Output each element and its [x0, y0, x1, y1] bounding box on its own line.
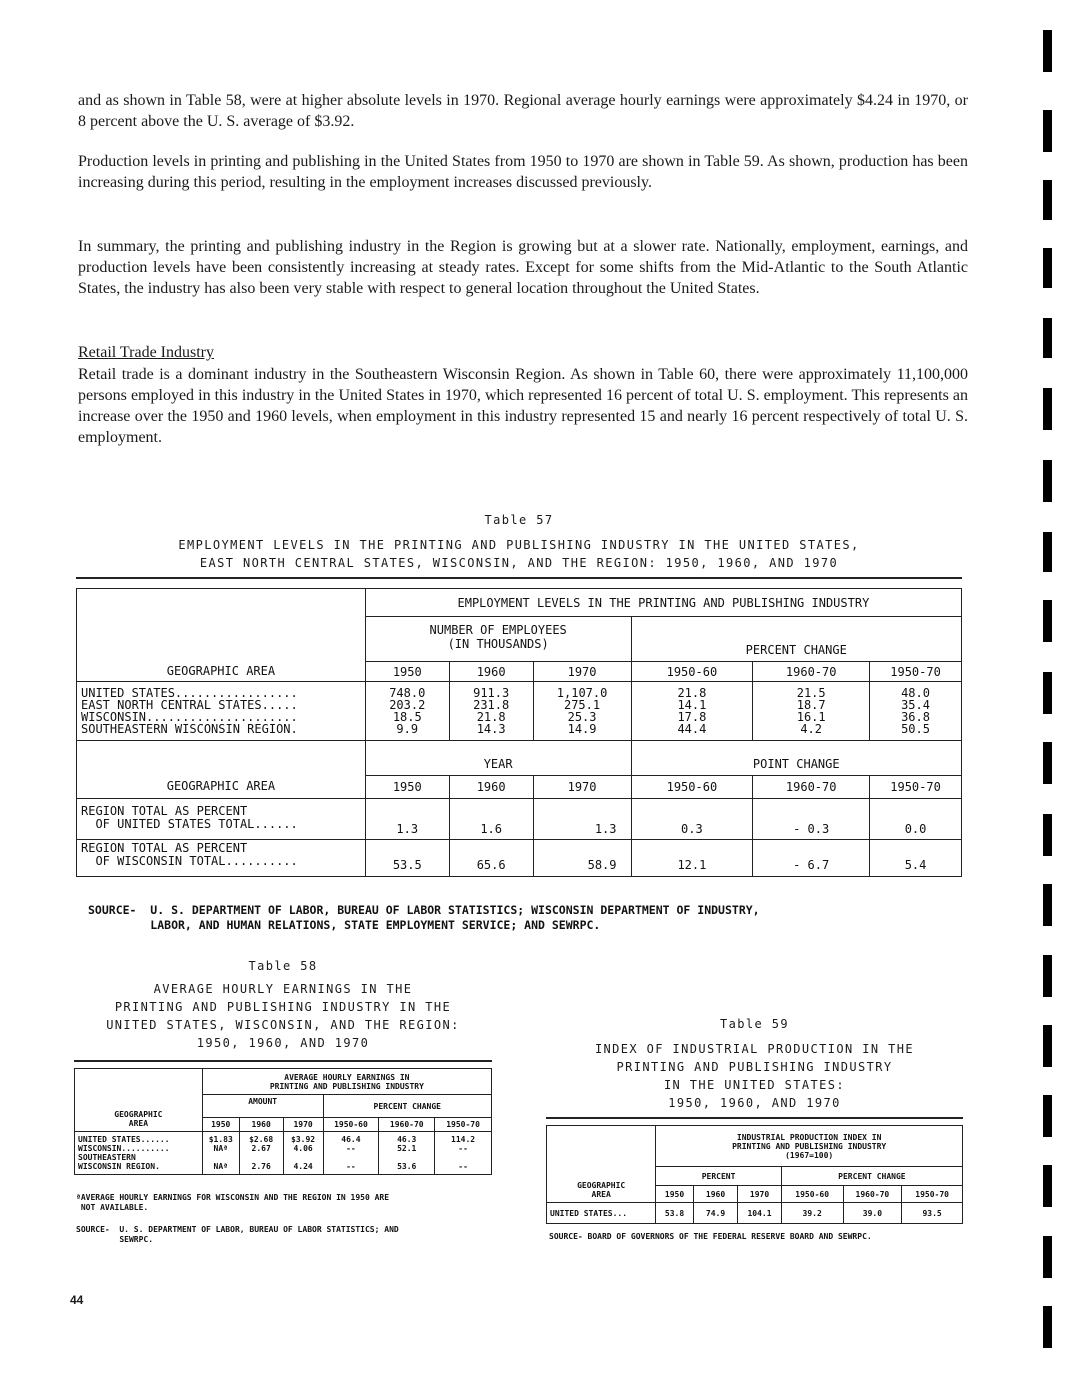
table-cell: 44.4	[677, 722, 707, 736]
scan-mark	[1043, 814, 1052, 856]
table57-year-header: YEAR	[365, 741, 631, 776]
paragraph-production: Production levels in printing and publishing in the United States from 1950 to 1970 are shown in Table 59. As shown, production has been increasing during this period, resulting in the employment increases discussed previously.	[78, 153, 968, 191]
table-cell: 53.6	[397, 1162, 417, 1171]
table-cell: - 0.3	[753, 799, 870, 840]
page-number: 44	[70, 1293, 84, 1307]
table-cell: REGION TOTAL AS PERCENT	[81, 804, 248, 818]
table58-label: Table 58	[248, 959, 318, 973]
table58-col-1960: 1960	[239, 1118, 283, 1132]
scan-mark	[1043, 672, 1052, 714]
table-cell: 21.8	[677, 686, 707, 700]
table-cell: 203.2	[389, 698, 426, 712]
table-cell: OF UNITED STATES TOTAL......	[81, 817, 298, 831]
table59-geo-header	[547, 1126, 656, 1203]
table58-main-header	[202, 1069, 491, 1095]
table58-title-line2: PRINTING AND PUBLISHING INDUSTRY IN THE	[114, 1000, 452, 1014]
scan-mark	[1043, 460, 1052, 502]
table57-values-1960-70	[753, 682, 870, 741]
table59-main-header	[656, 1126, 963, 1167]
scan-mark	[1043, 180, 1052, 220]
table-cell: 4.06	[293, 1144, 313, 1153]
table-spacer	[206, 1153, 236, 1162]
table58-footnote	[76, 1193, 389, 1213]
table-cell: 65.6	[449, 840, 533, 877]
table-cell: 93.5	[902, 1203, 963, 1224]
table-cell: 18.7	[796, 698, 826, 712]
table57-col-1950: 1950	[365, 776, 449, 799]
table-cell: 0.3	[631, 799, 753, 840]
table59-top-rule	[546, 1117, 963, 1119]
paragraph-retail-trade: Retail trade is a dominant industry in the Southeastern Wisconsin Region. As shown in Table 60, there were approximately 11,100,000 persons employed in this industry in the United States in 1970, which represented 16 percent of total U. S. employment. This represents an increase over the 1950 and 1960 levels, when employment in this industry represented 15 and nearly 16 percent respectively of total U. S. employment.	[78, 366, 968, 446]
table-cell: 5.4	[870, 840, 962, 877]
table57-main-header: EMPLOYMENT LEVELS IN THE PRINTING AND PUBLISHING INDUSTRY	[365, 589, 961, 617]
table-cell: 52.1	[397, 1144, 417, 1153]
table57-col-1970: 1970	[533, 776, 631, 799]
table-cell: - 6.7	[753, 840, 870, 877]
table-cell: 275.1	[563, 698, 601, 712]
scan-mark	[1043, 1095, 1052, 1137]
table-cell: GEOGRAPHIC	[577, 1181, 626, 1190]
table-row	[547, 1203, 963, 1224]
table57-col-1950-70: 1950-70	[870, 662, 962, 682]
table59-col-1950-60: 1950-60	[781, 1186, 843, 1203]
table-cell: 46.3	[397, 1135, 417, 1144]
table-cell: 39.0	[843, 1203, 902, 1224]
table-cell: INDUSTRIAL PRODUCTION INDEX IN	[736, 1132, 882, 1142]
scan-mark	[1043, 742, 1052, 784]
table-spacer	[327, 1153, 376, 1162]
table-row	[77, 840, 962, 877]
table58-values-1950	[202, 1132, 239, 1175]
table-cell: 58.9	[533, 840, 631, 877]
table58	[74, 1068, 492, 1175]
table-cell: 0.0	[870, 799, 962, 840]
table-cell: 18.5	[392, 710, 422, 724]
table59-area: UNITED STATES...	[547, 1203, 656, 1224]
table-cell: 16.1	[796, 710, 826, 724]
table-cell: 12.1	[631, 840, 753, 877]
table-cell: 1.3	[533, 799, 631, 840]
table57-geo-header-2: GEOGRAPHIC AREA	[77, 741, 366, 799]
table57-percent-header: PERCENT CHANGE	[631, 617, 962, 662]
table-cell: 35.4	[901, 698, 930, 712]
table57-values-1960	[449, 682, 533, 741]
table-spacer	[287, 1153, 320, 1162]
table57-col-1960-70: 1960-70	[753, 776, 870, 799]
table-cell: PRINTING AND PUBLISHING INDUSTRY	[269, 1081, 424, 1091]
table-cell: PRINTING AND PUBLISHING INDUSTRY	[732, 1141, 887, 1151]
table58-top-rule	[74, 1060, 492, 1062]
table-cell: 17.8	[677, 710, 707, 724]
scan-mark	[1043, 1306, 1052, 1348]
table-cell: 25.3	[567, 710, 597, 724]
table-cell: EAST NORTH CENTRAL STATES.....	[81, 698, 298, 712]
scan-mark	[1043, 1236, 1052, 1278]
table57-region-row1-label	[77, 799, 366, 840]
table59-title-line3: IN THE UNITED STATES:	[663, 1078, 846, 1092]
table58-title-line1: AVERAGE HOURLY EARNINGS IN THE	[153, 982, 413, 996]
table59-col-1970: 1970	[738, 1186, 782, 1203]
table57-geo-header: GEOGRAPHIC AREA	[77, 589, 366, 682]
table-cell: 53.8	[656, 1203, 693, 1224]
table-cell: UNITED STATES.................	[81, 686, 298, 700]
scan-mark	[1043, 248, 1052, 288]
table-cell: 21.8	[476, 710, 506, 724]
table57-title-line2: EAST NORTH CENTRAL STATES, WISCONSIN, AND THE REGION: 1950, 1960, AND 1970	[199, 556, 839, 570]
table57-source-line2: LABOR, AND HUMAN RELATIONS, STATE EMPLOYMENT SERVICE; AND SEWRPC.	[88, 918, 601, 932]
table58-col-1970: 1970	[283, 1118, 323, 1132]
table-cell: 1.3	[365, 799, 449, 840]
table-cell: 21.5	[796, 686, 826, 700]
table59-title-line4: 1950, 1960, AND 1970	[668, 1096, 841, 1110]
table57-number-header-line2: (IN THOUSANDS)	[447, 637, 549, 651]
table57	[76, 588, 962, 877]
table-cell: --	[346, 1144, 356, 1153]
table-cell: 36.8	[901, 710, 930, 724]
scan-mark	[1043, 388, 1052, 430]
table-cell: UNITED STATES......	[78, 1135, 170, 1144]
scan-mark	[1043, 600, 1052, 642]
table-spacer	[382, 1153, 431, 1162]
table59-label: Table 59	[720, 1017, 789, 1031]
table-cell: --	[458, 1144, 468, 1153]
table-cell: GEOGRAPHIC	[114, 1110, 163, 1119]
table57-source-line1: SOURCE- U. S. DEPARTMENT OF LABOR, BUREAU OF LABOR STATISTICS; WISCONSIN DEPARTMENT OF INDUSTRY,	[88, 903, 760, 917]
table-cell: SOUTHEASTERN	[78, 1153, 136, 1162]
paragraph-summary: In summary, the printing and publishing industry in the Region is growing but at a slower rate. Nationally, employment, earnings, and production levels have been consistently increasing at steady rates. Except for some shifts from the Mid-Atlantic to the South Atlantic States, the industry has also been very stable with respect to general location throughout the United States.	[78, 238, 968, 297]
scan-mark	[1043, 1025, 1052, 1067]
table57-top-rule	[76, 577, 962, 579]
table58-data-block	[75, 1132, 492, 1175]
scan-mark	[1043, 110, 1052, 152]
table-cell: WISCONSIN..........	[78, 1144, 170, 1153]
table57-col-1960: 1960	[449, 662, 533, 682]
table57-col-1950-70: 1950-70	[870, 776, 962, 799]
table-cell: (1967=100)	[785, 1150, 834, 1160]
table57-source	[88, 903, 760, 933]
table57-label: Table 57	[484, 513, 554, 527]
table57-col-1960: 1960	[449, 776, 533, 799]
table-cell: AREA	[128, 1119, 149, 1128]
table59-col-1950: 1950	[656, 1186, 693, 1203]
table-cell: 46.4	[341, 1135, 361, 1144]
table58-geo-header	[75, 1069, 203, 1132]
table57-number-header-line1: NUMBER OF EMPLOYEES	[429, 623, 567, 637]
table-cell: 53.5	[365, 840, 449, 877]
table58-footnote-line1: ªAVERAGE HOURLY EARNINGS FOR WISCONSIN AND THE REGION IN 1950 ARE	[76, 1193, 390, 1202]
table58-title-line4: 1950, 1960, AND 1970	[196, 1036, 370, 1050]
table-cell: NAª	[213, 1162, 228, 1171]
table58-amount-header: AMOUNT	[202, 1095, 323, 1118]
table58-col-1950-60: 1950-60	[323, 1118, 379, 1132]
table57-number-header	[365, 617, 631, 662]
table58-header-row	[75, 1069, 492, 1095]
table58-percent-header: PERCENT CHANGE	[323, 1095, 491, 1118]
table57-header-row	[77, 589, 962, 617]
scan-mark	[1043, 532, 1052, 572]
table57-area-names	[77, 682, 366, 741]
table-cell: 114.2	[451, 1135, 476, 1144]
table59	[546, 1125, 963, 1224]
table-row	[77, 799, 962, 840]
table57-header-row	[77, 741, 962, 776]
table-cell: WISCONSIN.....................	[81, 710, 298, 724]
table58-values-1970	[283, 1132, 323, 1175]
table-cell: 14.3	[476, 722, 506, 736]
table-cell: 48.0	[901, 686, 930, 700]
table59-percent-header: PERCENT	[656, 1167, 781, 1186]
table-cell: 2.67	[251, 1144, 271, 1153]
table-cell: 1,107.0	[556, 686, 608, 700]
table-cell: 748.0	[389, 686, 426, 700]
table59-col-1960: 1960	[693, 1186, 738, 1203]
table-cell: AVERAGE HOURLY EARNINGS IN	[284, 1072, 410, 1082]
table58-col-1960-70: 1960-70	[379, 1118, 435, 1132]
table57-col-1950: 1950	[365, 662, 449, 682]
table-spacer	[438, 1153, 488, 1162]
table-cell: --	[346, 1162, 356, 1171]
table-cell: 4.24	[293, 1162, 313, 1171]
table59-col-1960-70: 1960-70	[843, 1186, 902, 1203]
scan-mark	[1043, 318, 1052, 358]
table-cell: 14.1	[677, 698, 707, 712]
table-cell: 50.5	[901, 722, 930, 736]
table58-title-line3: UNITED STATES, WISCONSIN, AND THE REGION:	[106, 1018, 460, 1032]
table-spacer	[243, 1153, 280, 1162]
table57-col-1950-60: 1950-60	[631, 662, 753, 682]
table57-values-1950	[365, 682, 449, 741]
section-heading-retail-trade: Retail Trade Industry	[78, 344, 214, 361]
table57-values-1950-60	[631, 682, 753, 741]
table-cell: REGION TOTAL AS PERCENT	[81, 841, 248, 855]
scan-mark	[1043, 955, 1052, 997]
table-cell: 4.2	[800, 722, 823, 736]
table-cell: WISCONSIN REGION.	[78, 1162, 160, 1171]
paragraph-earnings: and as shown in Table 58, were at higher absolute levels in 1970. Regional average hourly earnings were approximately $4.24 in 1970, or 8 percent above the U. S. average of $3.92.	[78, 92, 968, 130]
table-cell: 104.1	[738, 1203, 782, 1224]
table57-title-line1: EMPLOYMENT LEVELS IN THE PRINTING AND PUBLISHING INDUSTRY IN THE UNITED STATES,	[178, 538, 860, 552]
table-cell: 14.9	[567, 722, 597, 736]
table58-source-line2: SEWRPC.	[76, 1235, 154, 1244]
table59-title-line1: INDEX OF INDUSTRIAL PRODUCTION IN THE	[594, 1042, 915, 1056]
table-cell: 1.6	[449, 799, 533, 840]
table57-values-1970	[533, 682, 631, 741]
table59-header-row	[547, 1126, 963, 1167]
table59-col-1950-70: 1950-70	[902, 1186, 963, 1203]
table-cell: 39.2	[781, 1203, 843, 1224]
table-cell: 2.76	[251, 1162, 271, 1171]
table58-values-1950-60	[323, 1132, 379, 1175]
table58-source	[76, 1225, 399, 1245]
table58-values-1950-70	[435, 1132, 492, 1175]
table-cell: --	[458, 1162, 468, 1171]
table-cell: AREA	[591, 1190, 611, 1199]
table58-col-1950: 1950	[202, 1118, 239, 1132]
table-cell: OF WISCONSIN TOTAL..........	[81, 854, 298, 868]
table57-point-header: POINT CHANGE	[631, 741, 962, 776]
table57-data-block	[77, 682, 962, 741]
table58-values-1960	[239, 1132, 283, 1175]
table58-area-names	[75, 1132, 203, 1175]
table58-footnote-line2: NOT AVAILABLE.	[76, 1203, 149, 1212]
table-cell: NAª	[213, 1144, 228, 1153]
table57-col-1970: 1970	[533, 662, 631, 682]
table-cell: $1.83	[208, 1135, 233, 1144]
table58-values-1960-70	[379, 1132, 435, 1175]
table57-col-1950-60: 1950-60	[631, 776, 753, 799]
table59-source: SOURCE- BOARD OF GOVERNORS OF THE FEDERAL RESERVE BOARD AND SEWRPC.	[549, 1232, 872, 1241]
table57-col-1960-70: 1960-70	[753, 662, 870, 682]
table-cell: 9.9	[396, 722, 419, 736]
table-cell: SOUTHEASTERN WISCONSIN REGION.	[81, 722, 298, 736]
table57-region-row2-label	[77, 840, 366, 877]
table-cell: 231.8	[473, 698, 510, 712]
table58-source-line1: SOURCE- U. S. DEPARTMENT OF LABOR, BUREAU OF LABOR STATISTICS; AND	[76, 1225, 399, 1234]
table-cell: 911.3	[473, 686, 510, 700]
scan-mark	[1043, 30, 1052, 72]
table59-change-header: PERCENT CHANGE	[781, 1167, 962, 1186]
table57-values-1950-70	[870, 682, 962, 741]
scan-mark	[1043, 884, 1052, 926]
table-cell: 74.9	[693, 1203, 738, 1224]
table-cell: $2.68	[249, 1135, 274, 1144]
table58-col-1950-70: 1950-70	[435, 1118, 492, 1132]
table59-title-line2: PRINTING AND PUBLISHING INDUSTRY	[616, 1060, 893, 1074]
table-cell: $3.92	[291, 1135, 316, 1144]
scan-mark	[1043, 1165, 1052, 1207]
